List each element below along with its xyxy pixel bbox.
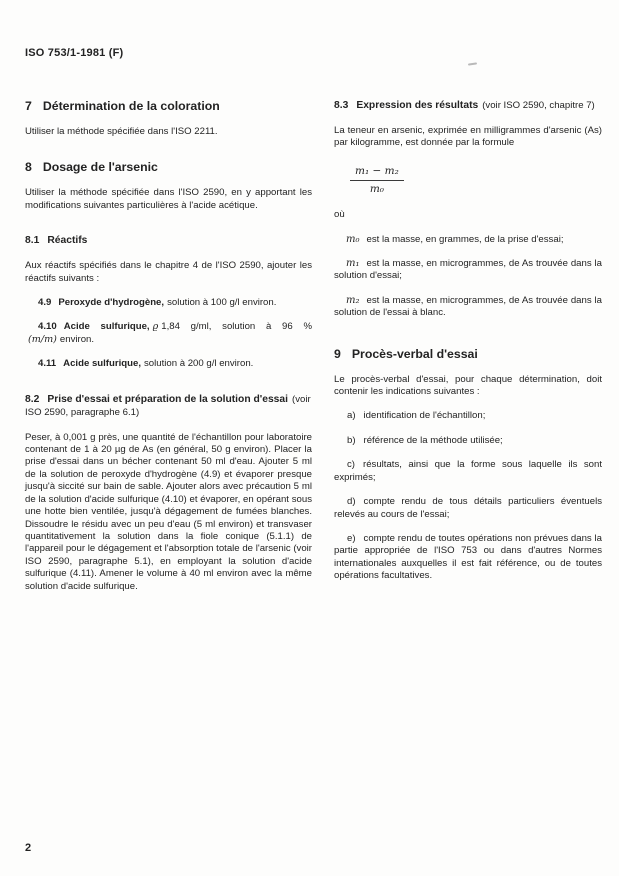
formula-numerator: m₁ − m₂ [350,165,404,181]
section-8-paragraph: Utiliser la méthode spécifiée dans l'ISO 2590, en y apportant les modifications suivantes particulières à l'acide acétique. [25,187,312,211]
reagent-4-9-text: solution à 100 g/l environ. [167,297,277,309]
formula-denominator: m₀ [369,182,384,195]
report-item-a [334,410,602,422]
variable-m2: m₂ [346,294,360,306]
section-8-1-number: 8.1 [25,235,40,247]
section-7-heading [25,99,312,113]
section-8-1-title: Réactifs [47,235,88,247]
right-column [334,99,602,583]
left-column [25,99,312,593]
report-item-e-label: e) [347,532,356,544]
section-7-paragraph: Utiliser la méthode spécifiée dans l'ISO 2211. [25,126,218,137]
density-rho-symbol: ϱ [152,321,159,333]
section-8-2-paragraph: Peser, à 0,001 g près, une quantité de l'échantillon pour laboratoire contenant de 1 à 20 µg de As (en général, 50 g environ). Placer la prise d'essai dans un bécher contenant 50 ml d'eau. Ajouter 5 ml de la solution de peroxyde d'hydrogène (4.9) et évaporer presque jusqu'à siccité sur bain de sable. Ajouter alors avec précaution 5 ml de la solution d'acide sulfurique (4.10) et évaporer, en opérant sous une hotte bien ventilée, jusqu'à dégagement de fumées blanches. Dissoudre le résidu avec un peu d'eau (5 ml environ) et transvaser quantitativement la solution dans la fiole conique (5.1.1) de l'appareil pour le dégagement et l'absorption totale de l'arsenic (voir ISO 2590, paragraphe 5.1), en employant la solution d'acide sulfurique (4.11). Amener le volume à 40 ml environ avec la même solution d'acide sulfurique. [25,431,312,592]
report-item-e [334,533,602,583]
section-8-3-paragraph: La teneur en arsenic, exprimée en milligrammes d'arsenic (As) par kilogramme, est donnée par la formule [334,125,602,149]
section-8-2-title: Prise d'essai et préparation de la solution d'essai [47,393,288,405]
report-item-c-label: c) [347,459,355,471]
definition-m0 [334,234,602,246]
definition-m0-text: est la masse, en grammes, de la prise d'essai; [366,233,564,245]
reagent-item-4-10 [25,321,312,346]
formula-fraction [350,165,404,195]
reagent-4-9-number: 4.9 [38,297,52,309]
reagent-item-4-11 [25,358,312,370]
section-8-number: 8 [25,160,32,175]
variable-m0: m₀ [346,233,360,245]
section-9-number: 9 [334,346,341,361]
arsenic-content-formula [350,165,602,196]
section-8-3-heading [334,99,602,112]
reagent-4-9-name: Peroxyde d'hydrogène, [58,297,165,309]
formula-where-label: où [334,209,345,221]
reagent-4-11-number: 4.11 [38,358,57,370]
definition-m2-text: est la masse, en microgrammes, de As trouvée dans la solution de l'essai à blanc. [334,294,602,319]
reagent-4-10-text: 1,84 g/ml, solution à 96 % [161,321,312,333]
section-8-title: Dosage de l'arsenic [42,160,158,175]
section-7-title: Détermination de la coloration [42,99,220,113]
reagent-item-4-9 [25,297,312,309]
report-item-b [334,435,602,447]
mass-fraction-notation: (m/m) [28,333,57,345]
section-8-3-number: 8.3 [334,100,349,111]
report-item-d [334,496,602,521]
reagent-4-10-number: 4.10 [38,321,57,333]
report-item-b-label: b) [347,434,356,446]
scan-artifact-mark [468,62,477,65]
page-number: 2 [25,842,32,854]
variable-m1: m₁ [346,258,360,270]
section-9-heading [334,347,602,361]
definition-m1 [334,258,602,283]
document-reference-header: ISO 753/1-1981 (F) [25,47,124,59]
report-item-c-text: résultats, ainsi que la forme sous laquelle ils sont exprimés; [334,459,602,483]
section-8-2-heading [25,393,312,419]
section-9-title: Procès-verbal d'essai [351,346,478,361]
report-item-b-text: référence de la méthode utilisée; [363,434,503,446]
section-8-2-reference: (voir ISO 2590, paragraphe 6.1) [25,393,311,418]
report-item-d-label: d) [347,496,356,508]
section-8-heading [25,160,312,174]
section-8-1-heading [25,234,312,247]
section-8-1-paragraph: Aux réactifs spécifiés dans le chapitre 4 de l'ISO 2590, ajouter les réactifs suivants : [25,260,312,284]
section-9-paragraph: Le procès-verbal d'essai, pour chaque détermination, doit contenir les indications suivantes : [334,373,602,398]
section-8-3-title: Expression des résultats [356,100,479,111]
report-item-d-text: compte rendu de tous détails particuliers éventuels relevés au cours de l'essai; [334,496,602,520]
report-item-e-text: compte rendu de toutes opérations non prévues dans la partie appropriée de l'ISO 753 ou dans d'autres Normes internationales auxquelles il est fait référence, ou de toutes opérations facultatives. [334,532,602,582]
reagent-4-10-tail: environ. [59,333,95,345]
definition-m1-text: est la masse, en microgrammes, de As trouvée dans la solution d'essai; [334,258,602,282]
section-7-number: 7 [25,99,32,113]
reagent-4-10-name: Acide sulfurique, [63,321,150,333]
reagent-4-11-name: Acide sulfurique, [63,358,141,370]
section-8-3-reference: (voir ISO 2590, chapitre 7) [482,100,595,111]
definition-m2 [334,295,602,320]
reagent-4-11-text: solution à 200 g/l environ. [143,358,254,370]
report-item-a-text: identification de l'échantillon; [363,410,486,422]
report-item-a-label: a) [347,410,356,422]
report-item-c [334,459,602,484]
section-8-2-number: 8.2 [25,393,40,405]
